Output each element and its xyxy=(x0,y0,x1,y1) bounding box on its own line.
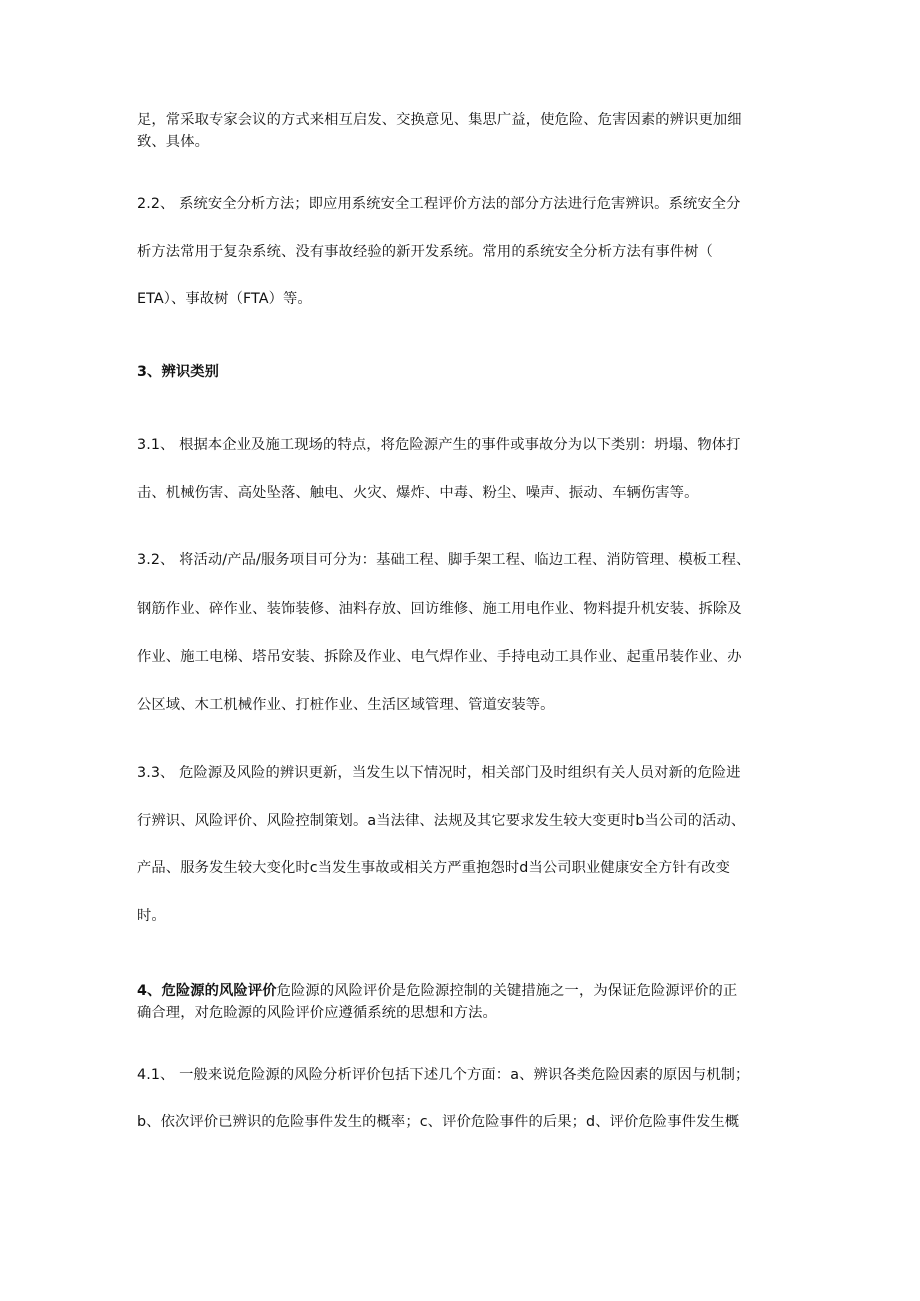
section-3-3-line-3: 产品、服务发生较大变化时c当发生事故或相关方严重抱怨时d当公司职业健康安全方针有改变 xyxy=(137,860,731,876)
section-4-1-line-2: b、依次评价已辨识的危险事件发生的概率；c、评价危险事件的后果；d、评价危险事件发生概 xyxy=(137,1114,740,1130)
section-3-3-line-4: 时。 xyxy=(137,908,166,924)
section-4-intro-text: 危险源的风险评价是危险源控制的关键措施之一，为保证危险源评价的正 xyxy=(276,983,738,999)
section-2-2-line-3: ETA）、事故树（FTA）等。 xyxy=(137,291,312,307)
section-4-heading: 4、危险源的风险评价 xyxy=(137,983,277,999)
section-4-line-2: 确合理，对危睑源的风险评价应遵循系统的思想和方法。 xyxy=(137,1005,497,1021)
section-3-1-line-2: 击、机械伤害、高处坠落、触电、火灾、爆炸、中毒、粉尘、噪声、振动、车辆伤害等。 xyxy=(137,485,699,501)
section-3-1-line-1: 3.1、 根据本企业及施工现场的特点，将危险源产生的事件或事故分为以下类别：坍塌、物体打 xyxy=(137,437,741,453)
section-4-1-line-1: 4.1、 一般来说危险源的风险分析评价包括下述几个方面：a、辨识各类危险因素的原因与机制； xyxy=(137,1067,750,1083)
intro-line-1: 足，常采取专家会议的方式来相互启发、交换意见、集思广益，使危险、危害因素的辨识更加细 xyxy=(137,112,742,128)
section-3-3-line-2: 行辨识、风险评价、风险控制策划。a当法律、法规及其它要求发生较大变更时b当公司的活动、 xyxy=(137,813,746,829)
section-2-2-line-2: 析方法常用于复杂系统、没有事故经验的新开发系统。常用的系统安全分析方法有事件树（ xyxy=(137,244,713,260)
section-3-2-line-3: 作业、施工电梯、塔吊安装、拆除及作业、电气焊作业、手持电动工具作业、起重吊装作业、办 xyxy=(137,649,742,665)
section-3-2-line-4: 公区域、木工机械作业、打桩作业、生活区域管理、管道安装等。 xyxy=(137,697,555,713)
intro-line-2: 致、具体。 xyxy=(137,134,209,150)
section-3-3-line-1: 3.3、 危险源及风险的辨识更新，当发生以下情况时，相关部门及时组织有关人员对新的危险进 xyxy=(137,765,741,781)
section-4-line-1 xyxy=(137,980,797,1002)
section-3-heading: 3、辨识类别 xyxy=(137,364,220,380)
section-3-2-line-2: 钢筋作业、碎作业、装饰装修、油料存放、回访维修、施工用电作业、物料提升机安装、拆除及 xyxy=(137,601,742,617)
section-2-2-line-1: 2.2、 系统安全分析方法；即应用系统安全工程评价方法的部分方法进行危害辨识。系统安全分 xyxy=(137,196,741,212)
section-3-2-line-1: 3.2、 将活动/产品/服务项目可分为：基础工程、脚手架工程、临边工程、消防管理、模板工程、 xyxy=(137,552,751,568)
